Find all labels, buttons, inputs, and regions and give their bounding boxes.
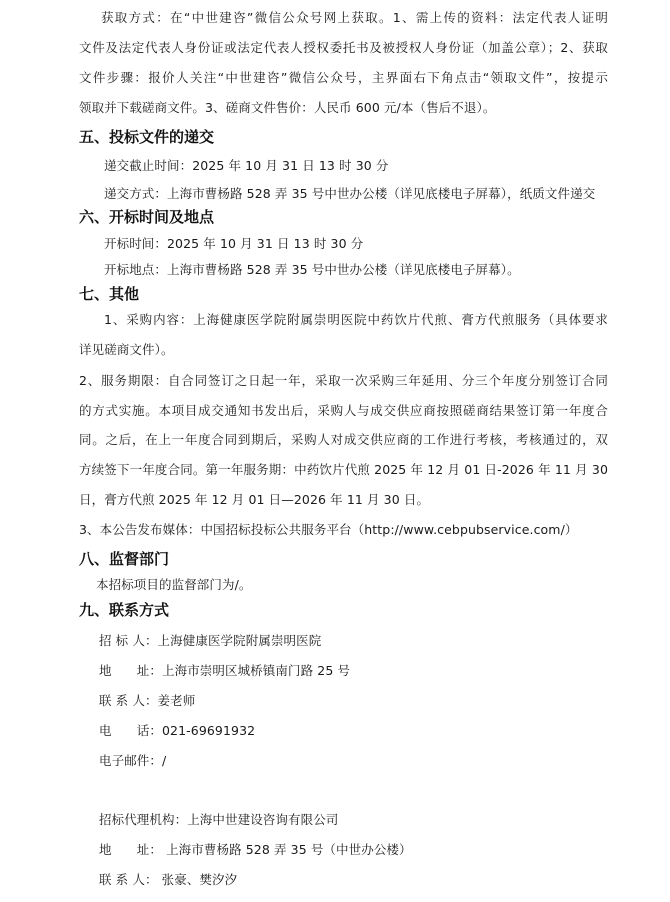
section-9-heading: 九、联系方式 xyxy=(79,601,170,619)
agency-name: 招标代理机构：上海中世建设咨询有限公司 xyxy=(99,812,339,827)
supervision-text: 本招标项目的监督部门为/。 xyxy=(96,577,252,592)
service-period-line-3: 同。之后，在上一年度合同到期后，采购人对成交供应商的工作进行考核，考核通过的，双 xyxy=(79,432,608,447)
agency-address: 地 址： 上海市曹杨路 528 弄 35 号（中世办公楼） xyxy=(99,842,412,857)
submission-method: 递交方式：上海市曹杨路 528 弄 35 号中世办公楼（详见底楼电子屏幕），纸质文件递交 xyxy=(104,186,596,201)
service-period-line-2: 的方式实施。本项目成交通知书发出后，采购人与成交供应商按照磋商结果签订第一年度合 xyxy=(79,403,608,418)
publish-media: 3、本公告发布媒体：中国招标投标公共服务平台（http://www.cebpubservice.com/） xyxy=(79,522,578,537)
opening-place: 开标地点：上海市曹杨路 528 弄 35 号中世办公楼（详见底楼电子屏幕）。 xyxy=(104,262,520,277)
tenderer-address: 地 址：上海市崇明区城桥镇南门路 25 号 xyxy=(99,663,351,678)
section-5-heading: 五、投标文件的递交 xyxy=(79,128,215,146)
tenderer-email: 电子邮件：/ xyxy=(99,753,167,768)
section-8-heading: 八、监督部门 xyxy=(79,550,170,568)
section-7-heading: 七、其他 xyxy=(79,285,140,303)
fetch-method-line-4: 领取并下载磋商文件。3、磋商文件售价：人民币 600 元/本（售后不退）。 xyxy=(79,100,496,115)
service-period-line-1: 2、服务期限：自合同签订之日起一年，采取一次采购三年延用、分三个年度分别签订合同 xyxy=(79,373,608,388)
fetch-method-line-1: 获取方式：在“中世建咨”微信公众号网上获取。1、需上传的资料：法定代表人证明 xyxy=(101,10,608,25)
service-period-line-4: 方续签下一年度合同。第一年服务期：中药饮片代煎 2025 年 12 月 01 日-2026 年 11 月 30 xyxy=(79,462,608,477)
tenderer: 招 标 人：上海健康医学院附属崇明医院 xyxy=(99,633,322,648)
procurement-content-line-1: 1、采购内容：上海健康医学院附属崇明医院中药饮片代煎、膏方代煎服务（具体要求 xyxy=(104,312,608,327)
fetch-method-line-3: 文件步骤：报价人关注“中世建咨”微信公众号，主界面右下角点击“领取文件”，按提示 xyxy=(79,70,608,85)
service-period-line-5: 日，膏方代煎 2025 年 12 月 01 日—2026 年 11 月 30 日。 xyxy=(79,492,430,507)
tenderer-contact: 联 系 人：姜老师 xyxy=(99,693,196,708)
agency-contact: 联 系 人： 张豪、樊汐汐 xyxy=(99,872,238,887)
submission-deadline: 递交截止时间：2025 年 10 月 31 日 13 时 30 分 xyxy=(104,158,389,173)
procurement-content-line-2: 详见磋商文件）。 xyxy=(79,342,174,357)
opening-time: 开标时间：2025 年 10 月 31 日 13 时 30 分 xyxy=(104,236,364,251)
tenderer-phone: 电 话：021-69691932 xyxy=(99,723,256,738)
section-6-heading: 六、开标时间及地点 xyxy=(79,208,215,226)
fetch-method-line-2: 文件及法定代表人身份证或法定代表人授权委托书及被授权人身份证（加盖公章）；2、获取 xyxy=(79,40,608,55)
